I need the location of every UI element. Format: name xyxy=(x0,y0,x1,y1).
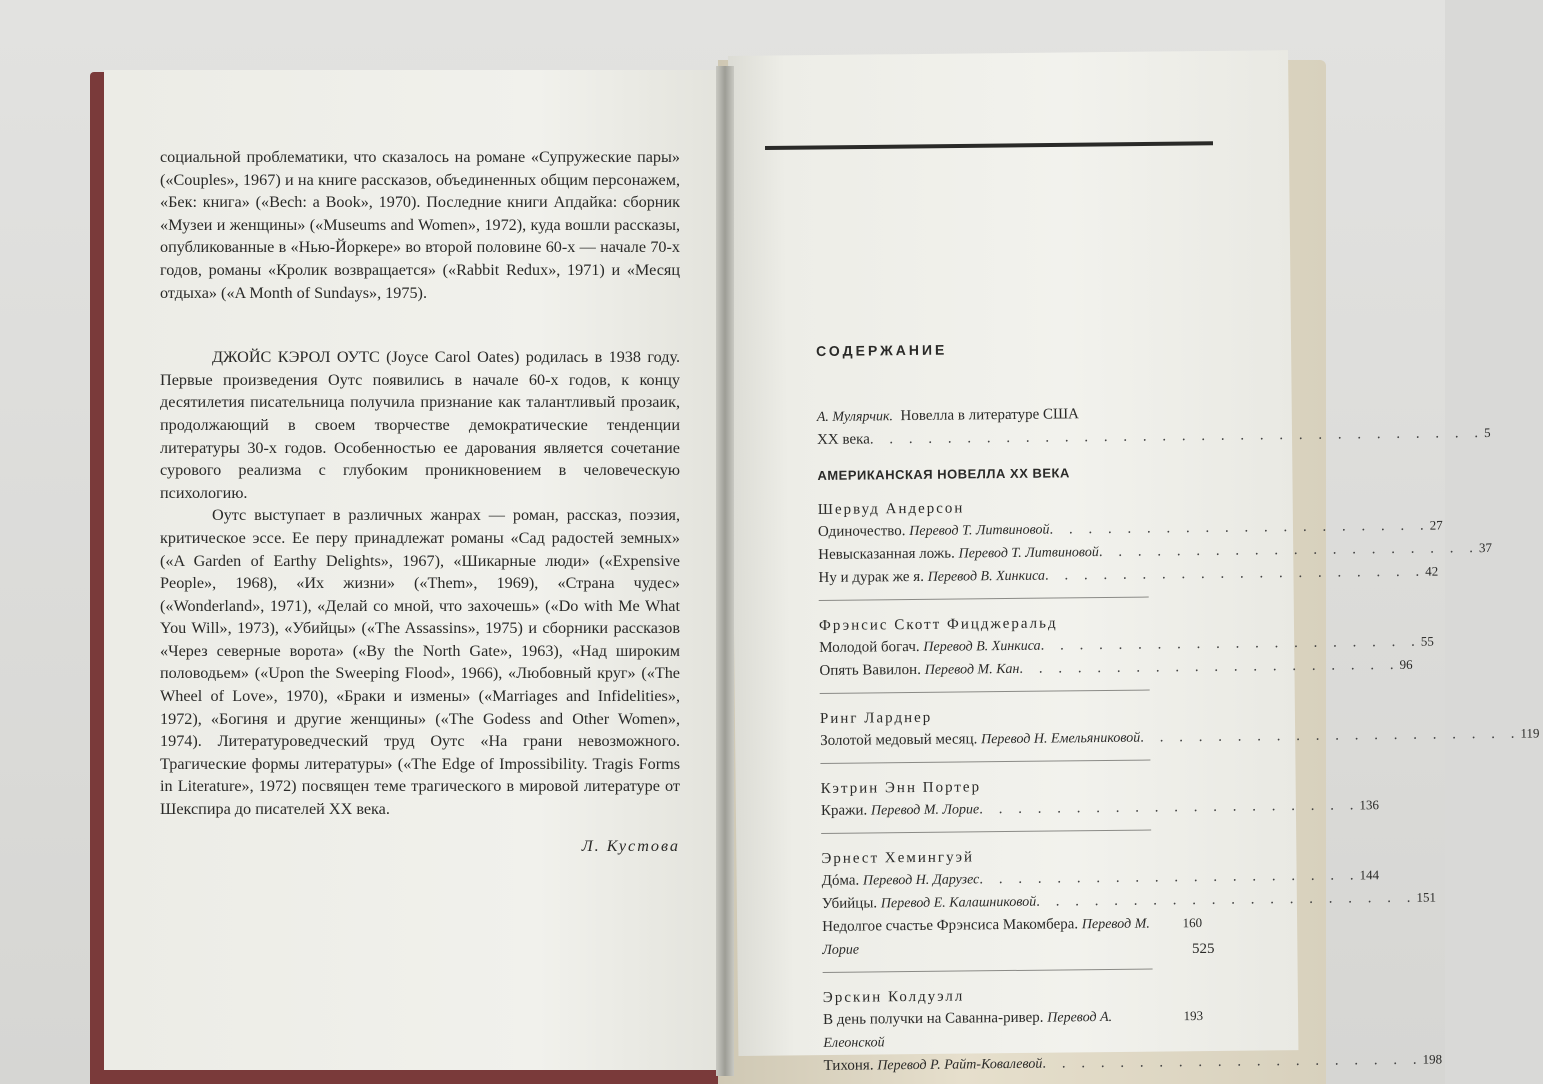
signature: Л. Кустова xyxy=(581,836,680,855)
group-separator xyxy=(823,969,1153,973)
entry-title: Убийцы. xyxy=(821,895,878,912)
entry-title: Дóма. xyxy=(821,872,860,889)
toc-groups xyxy=(817,495,1540,1078)
entry-translator: Перевод Т. Литвиновой xyxy=(909,522,1050,540)
entry-title: В день получки на Саванна-ривер. xyxy=(823,1009,1044,1028)
entry-title: Ну и дурак же я. xyxy=(818,568,924,586)
entry-translator: Перевод М. Кан xyxy=(924,661,1020,678)
toc-entry: Невысказанная ложь. Перевод Т. Литвиновой . . . . . . . . . . . . . . . . . . . . 37 xyxy=(818,540,1198,567)
entry-translator: Перевод Н. Емельяниковой xyxy=(980,730,1141,748)
paragraph: Оутс выступает в различных жанрах — роман, рассказ, поэзия, критическое эссе. Ее перу принадлежат романы «Сад радостей земных» («A Garden of Earthy Delights», 1967), «Шикарные люди» («Expensive People», 1968), «Их жизни» («Them», 1969), «Страна чудес» («Wonderland», 1971), «Делай со мной, что захочешь» («Do with Me What You Will», 1973), «Убийцы» («The Assassins», 1975) и сборники рассказов «Через северные ворота» («By the North Gate», 1963), «Над широким половодьем» («Upon the Sweeping Flood», 1966), «Любовный круг» («The Wheel of Love», 1970), «Браки и измены» («Marriages and Infidelities», 1972), «Богиня и другие женщины» («The Godess and Other Women», 1974). Литературоведческий труд Оутс «На грани невозможного. Трагические формы литературы» («The Edge of Impossibility. Tragis Forms in Literature», 1972) посвящен теме трагического в мировой литературе от Шекспира до писателей XX века. xyxy=(160,506,680,819)
toc-entry: Опять Вавилон. Перевод М. Кан . . . . . . . . . . . . . . . . . . . . 96 xyxy=(819,656,1199,683)
page-ref: 144 xyxy=(1359,867,1380,883)
page-number: 525 xyxy=(1192,941,1215,957)
toc-entry: Убийцы. Перевод Е. Калашниковой . . . . . . . . . . . . . . . . . . . . 151 xyxy=(822,889,1202,916)
entry-title: Невысказанная ложь. xyxy=(818,545,955,563)
group-separator xyxy=(820,690,1150,694)
toc-author: Фрэнсис Скотт Фицджеральд xyxy=(818,615,1058,634)
toc-entry: Ну и дурак же я. Перевод В. Хинкиса . . . . . . . . . . . . . . . . . . . . 42 xyxy=(818,563,1198,590)
group-separator xyxy=(819,597,1149,601)
book-gutter xyxy=(716,66,734,1076)
entry-title: Опять Вавилон. xyxy=(819,661,921,679)
toc-entry: Одиночество. Перевод Т. Литвиновой . . . . . . . . . . . . . . . . . . . . 27 xyxy=(818,517,1198,544)
toc-author: Эрскин Колдуэлл xyxy=(822,988,965,1006)
page-ref: 136 xyxy=(1359,797,1379,813)
toc-entry xyxy=(823,1005,1203,1055)
page-ref: 5 xyxy=(1483,424,1491,441)
entry-title: Тихоня. xyxy=(823,1057,874,1074)
toc-author: Ринг Ларднер xyxy=(819,709,933,727)
toc-heading: СОДЕРЖАНИЕ xyxy=(816,341,948,359)
entry-translator: Перевод А. Елеонской xyxy=(823,1009,1113,1051)
page-ref: 160 xyxy=(1182,914,1203,931)
page-ref: 27 xyxy=(1429,517,1443,533)
group-separator xyxy=(820,760,1150,764)
page-ref: 193 xyxy=(1183,1007,1204,1024)
toc-author: Кэтрин Энн Портер xyxy=(820,779,982,797)
entry-translator: Перевод Е. Калашниковой xyxy=(880,894,1037,912)
entry-translator: Перевод В. Хинкиса xyxy=(923,638,1041,655)
toc-entry: А. Мулярчик. Новелла в литературе США xyxy=(816,406,1080,425)
toc-author: Шервуд Андерсон xyxy=(817,500,965,518)
group-separator xyxy=(821,830,1151,834)
page-ref: 198 xyxy=(1422,1051,1443,1067)
toc-author: Эрнест Хемингуэй xyxy=(821,849,975,867)
toc-entry: Молодой богач. Перевод В. Хинкиса . . . . . . . . . . . . . . . . . . . . 55 xyxy=(819,633,1199,660)
toc-entry: Дóма. Перевод Н. Дарузес . . . . . . . . . . . . . . . . . . . . 144 xyxy=(822,866,1202,893)
entry-title: Молодой богач. xyxy=(819,638,920,656)
entry-title: Недолгое счастье Фрэнсиса Макомбера. xyxy=(822,916,1079,935)
table-of-contents xyxy=(816,336,1540,1078)
page-ref: 96 xyxy=(1399,656,1413,672)
paragraph: социальной проблематики, что сказалось на романе «Супружеские пары» («Couples», 1967) и на книге рассказов, объединенных общим персонажем, «Бек: книга» («Bech: a Book», 1970). Последние книги Апдайка: сборник «Музеи и женщины» («Museums and Women», 1972), куда вошли рассказы, опубликованные в «Нью-Йоркере» во второй половине 60-х — начале 70-х годов, романы «Кролик возвращается» («Rabbit Redux», 1971) и «Месяц отдыха» («A Month of Sundays», 1975). xyxy=(160,148,680,302)
page-ref: 55 xyxy=(1420,633,1434,649)
entry-translator: Перевод В. Хинкиса xyxy=(927,568,1046,585)
toc-entry: Тихоня. Перевод Р. Райт-Ковалевой . . . . . . . . . . . . . . . . . . . . 198 xyxy=(823,1051,1203,1078)
entry-translator: Перевод М. Лорие xyxy=(822,916,1150,958)
entry-title: Кражи. xyxy=(820,802,868,819)
left-page-text xyxy=(160,146,680,857)
entry-translator: Перевод Т. Литвиновой xyxy=(958,545,1099,562)
page-ref: 42 xyxy=(1425,563,1439,579)
toc-entry xyxy=(822,912,1202,962)
entry-title: Одиночество. xyxy=(817,523,906,540)
toc-entry: Кражи. Перевод М. Лорие . . . . . . . . . . . . . . . . . . . . 136 xyxy=(821,796,1201,823)
entry-translator: Перевод Н. Дарузес xyxy=(862,872,980,889)
paragraph: ДЖОЙС КЭРОЛ ОУТС (Joyce Carol Oates) родилась в 1938 году. Первые произведения Оутс появились в начале 60-х годов, к концу десятилетия писательница получила признание как талантливый прозаик, продолжающий в своем творчестве демократические тенденции литературы 30-х годов. Особенностью ее дарования является сочетание сурового реализма с глубоким проникновением в человеческую психологию. xyxy=(160,348,680,502)
page-ref: 37 xyxy=(1478,539,1493,556)
entry-title: Золотой медовый месяц. xyxy=(820,731,978,749)
toc-entry: XX века . . . . . . . . . . . . . . . . . . . . . . . . . . . . . . . . 5 xyxy=(817,425,1197,451)
entry-translator: Перевод Р. Райт-Ковалевой xyxy=(877,1056,1043,1074)
entry-translator: Перевод М. Лорие xyxy=(870,802,980,819)
page-ref: 119 xyxy=(1520,725,1540,741)
page-ref: 151 xyxy=(1416,889,1437,905)
section-title: АМЕРИКАНСКАЯ НОВЕЛЛА XX ВЕКА xyxy=(817,465,1070,483)
toc-entry: Золотой медовый месяц. Перевод Н. Емельяниковой . . . . . . . . . . . . . . . . . . . . 119 xyxy=(820,726,1200,753)
